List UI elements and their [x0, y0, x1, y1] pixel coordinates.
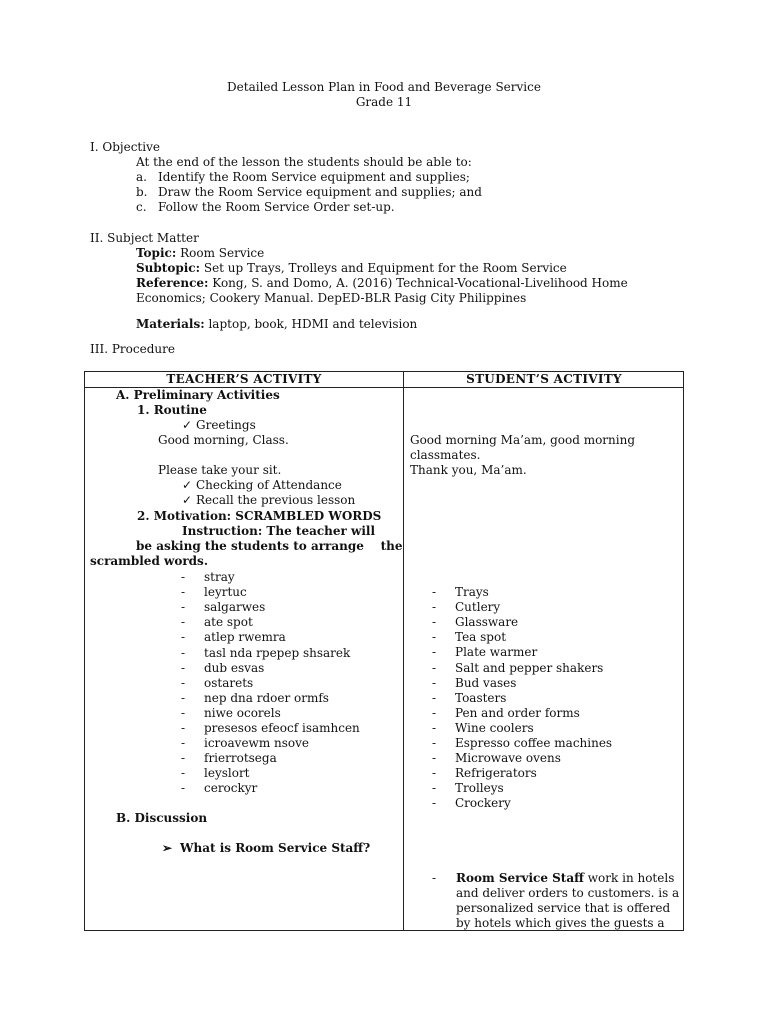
scrambled-word: stray — [204, 570, 235, 584]
materials-label: Materials: — [136, 317, 205, 331]
arrow-bullet-icon: ➢ — [162, 841, 173, 855]
objective-item-c-marker: c. — [136, 200, 147, 214]
teacher-sit: Please take your sit. — [158, 463, 282, 477]
dash-bullet: - — [432, 630, 437, 645]
reference-label: Reference: — [136, 276, 209, 290]
answer-word: Bud vases — [455, 675, 517, 690]
answer-word: Cutlery — [455, 600, 501, 615]
routine-heading: 1. Routine — [137, 403, 207, 417]
answer-word: Refrigerators — [455, 766, 537, 781]
dash-bullet: - — [181, 600, 186, 615]
dash-bullet: - — [432, 781, 437, 796]
answer-word: Tea spot — [455, 630, 507, 645]
topic-line — [136, 246, 264, 261]
answer-line-4: by hotels which gives the guests a — [456, 916, 665, 930]
discussion-question-text: What is Room Service Staff? — [180, 841, 371, 855]
student-activity-header: STUDENT’S ACTIVITY — [466, 372, 622, 386]
answer-word: Trays — [455, 585, 489, 599]
dash-bullet: - — [432, 690, 437, 705]
student-greeting-line-2: classmates. — [410, 448, 481, 462]
answer-line-3: personalized service that is offered — [456, 901, 671, 915]
checkmark-icon: ✓ — [182, 418, 193, 432]
scrambled-word: atlep rwemra — [204, 630, 286, 645]
dash-bullet: - — [432, 766, 437, 781]
scrambled-word: presesos efeocf isamhcen — [204, 721, 360, 735]
dash-bullet: - — [432, 615, 437, 630]
subtopic-value: Set up Trays, Trolleys and Equipment for the Room Service — [203, 261, 567, 275]
teacher-activity-header: TEACHER’S ACTIVITY — [166, 372, 322, 386]
answer-word: Microwave ovens — [455, 751, 561, 766]
dash-bullet: - — [181, 630, 186, 645]
answer-text-1: work in hotels — [583, 871, 675, 885]
student-thanks: Thank you, Ma’am. — [410, 463, 527, 477]
scrambled-word: cerockyr — [204, 781, 258, 796]
dash-bullet: - — [432, 660, 437, 675]
instruction-line-1: Instruction: The teacher will — [182, 524, 376, 538]
subject-matter-heading: II. Subject Matter — [90, 231, 199, 245]
column-divider — [403, 372, 404, 930]
scrambled-word: leyslort — [204, 766, 250, 781]
scrambled-word: niwe ocorels — [204, 705, 281, 720]
scrambled-word: ostarets — [204, 675, 254, 690]
dash-bullet: - — [432, 675, 437, 690]
scrambled-word: dub esvas — [204, 660, 265, 675]
dash-bullet: - — [181, 721, 186, 735]
teacher-greeting: Good morning, Class. — [158, 433, 289, 447]
scrambled-word: ate spot — [204, 615, 253, 630]
dash-bullet: - — [432, 871, 437, 885]
preliminary-activities-heading: A. Preliminary Activities — [116, 388, 280, 402]
answer-word: Pen and order forms — [455, 705, 580, 720]
dash-bullet: - — [181, 645, 186, 660]
topic-label: Topic: — [136, 246, 177, 260]
dash-bullet: - — [181, 690, 186, 705]
dash-bullet: - — [181, 675, 186, 690]
grade-level: Grade 11 — [355, 95, 413, 109]
objective-item-b-marker: b. — [136, 185, 148, 199]
scrambled-word: icroavewm nsove — [204, 736, 310, 751]
materials-line — [136, 317, 417, 332]
objective-item-a: Identify the Room Service equipment and supplies; — [158, 170, 470, 184]
dash-bullet: - — [181, 585, 186, 600]
dash-bullet: - — [432, 720, 437, 735]
scrambled-word: tasl nda rpepep shsarek — [204, 645, 351, 660]
answer-word: Trolleys — [455, 781, 504, 796]
scrambled-word: leyrtuc — [204, 585, 247, 600]
scrambled-word: salgarwes — [204, 600, 266, 615]
attendance-item — [182, 478, 342, 493]
answer-term: Room Service Staff — [456, 871, 584, 885]
dash-bullet: - — [181, 615, 186, 630]
reference-continuation: Economics; Cookery Manual. DepED-BLR Pasig City Philippines — [136, 291, 527, 305]
reference-line — [136, 276, 628, 291]
objective-intro: At the end of the lesson the students should be able to: — [136, 155, 472, 169]
topic-value: Room Service — [180, 246, 265, 260]
answer-word: Toasters — [455, 690, 507, 705]
answer-word: Crockery — [455, 796, 511, 811]
dash-bullet: - — [432, 585, 437, 599]
dash-bullet: - — [432, 751, 437, 766]
objective-item-a-marker: a. — [136, 170, 147, 184]
checkmark-icon: ✓ — [182, 478, 193, 492]
materials-value: laptop, book, HDMI and television — [208, 317, 418, 331]
recall-item — [182, 493, 355, 508]
answer-word: Plate warmer — [455, 645, 538, 660]
answer-word: Salt and pepper shakers — [455, 660, 604, 675]
dash-bullet: - — [432, 600, 437, 615]
checkmark-icon: ✓ — [182, 493, 193, 507]
procedure-heading: III. Procedure — [90, 342, 175, 356]
dash-bullet: - — [181, 736, 186, 751]
instruction-line-3: scrambled words. — [90, 554, 208, 568]
scrambled-word: frierrotsega — [204, 751, 277, 766]
attendance-label: Checking of Attendance — [196, 478, 342, 492]
dash-bullet: - — [181, 751, 186, 766]
discussion-heading: B. Discussion — [116, 811, 208, 825]
scrambled-word: nep dna rdoer ormfs — [204, 690, 329, 705]
reference-value: Kong, S. and Domo, A. (2016) Technical-Vocational-Livelihood Home — [212, 276, 628, 290]
objective-item-b: Draw the Room Service equipment and supplies; and — [158, 185, 482, 199]
answer-word: Espresso coffee machines — [455, 736, 613, 750]
objective-item-c: Follow the Room Service Order set-up. — [158, 200, 395, 214]
dash-bullet: - — [181, 705, 186, 720]
discussion-question — [162, 841, 370, 856]
answer-word: Glassware — [455, 615, 519, 630]
greetings-item — [182, 418, 256, 433]
motivation-heading: 2. Motivation: SCRAMBLED WORDS — [137, 509, 382, 523]
answer-line-1 — [432, 871, 674, 886]
dash-bullet: - — [432, 796, 437, 811]
student-greeting-line-1: Good morning Ma’am, good morning — [410, 433, 636, 447]
dash-bullet: - — [181, 766, 186, 781]
dash-bullet: - — [432, 705, 437, 720]
answer-line-2: and deliver orders to customers. is a — [456, 886, 680, 900]
objective-heading: I. Objective — [90, 140, 160, 154]
subtopic-label: Subtopic: — [136, 261, 201, 275]
dash-bullet: - — [181, 781, 186, 796]
dash-bullet: - — [432, 645, 437, 660]
document-title: Detailed Lesson Plan in Food and Beverage Service — [227, 80, 541, 94]
dash-bullet: - — [181, 660, 186, 675]
subtopic-line — [136, 261, 567, 276]
dash-bullet: - — [432, 736, 437, 750]
dash-bullet: - — [181, 570, 186, 584]
greetings-label: Greetings — [196, 418, 256, 432]
recall-label: Recall the previous lesson — [196, 493, 356, 507]
instruction-line-2: be asking the students to arrange the — [136, 539, 403, 553]
answer-word: Wine coolers — [455, 720, 534, 735]
